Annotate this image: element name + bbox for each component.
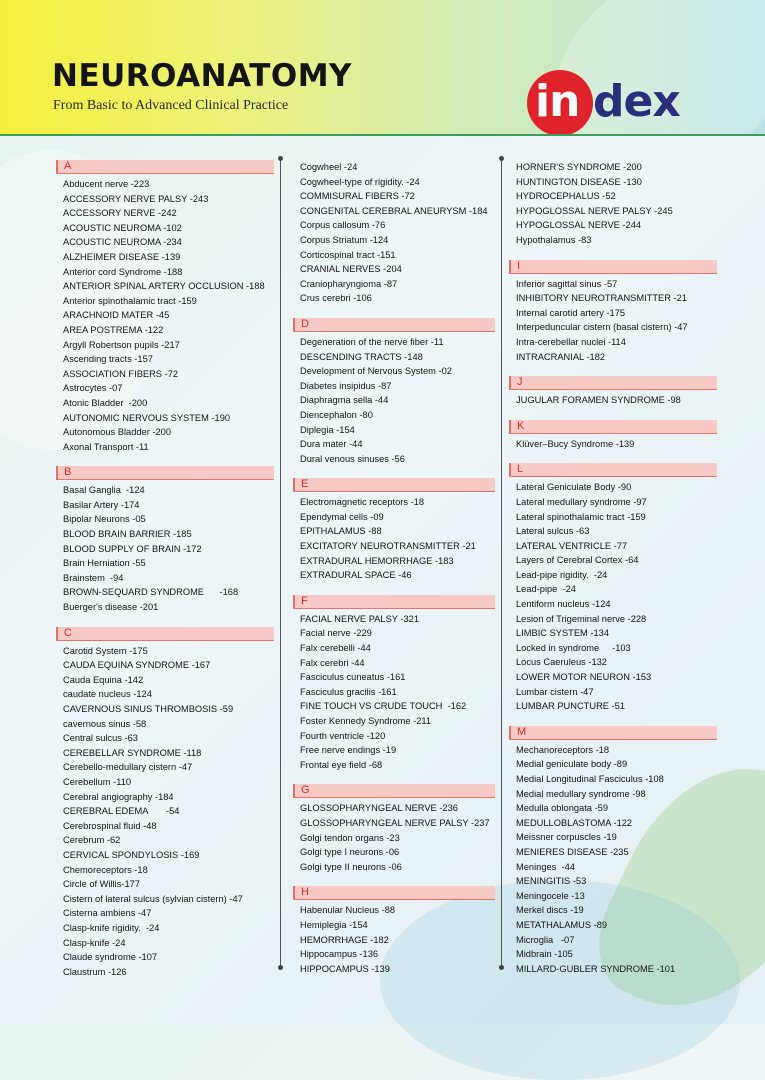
index-entry: EXTRADURAL SPACE -46 [300,570,412,581]
index-entry: Hemiplegia -154 [300,919,368,930]
index-entry: AUTONOMIC NERVOUS SYSTEM -190 [63,412,231,423]
index-section-l [509,463,717,714]
index-entry: METATHALAMUS -89 [516,919,608,930]
index-entry: INHIBITORY NEUROTRANSMITTER -21 [516,293,687,304]
index-entry: caudate nucleus -124 [63,689,152,700]
index-entry: Circle of Willis-177 [63,879,140,890]
index-entry: Free nerve endings -19 [300,745,397,756]
index-entry: Basal Ganglia -124 [63,485,145,496]
index-entry: Frontal eye field -68 [300,759,383,770]
section-letter-header: J [509,376,717,390]
index-entry: HIPPOCAMPUS -139 [300,963,390,974]
index-entry: Foster Kennedy Syndrome -211 [300,716,432,726]
index-entry: ASSOCIATION FIBERS -72 [63,368,179,379]
index-section-j [509,376,717,408]
index-entry: Dural venous sinuses -56 [300,453,405,464]
index-entry: BROWN-SEQUARD SYNDROME -168 [63,587,239,598]
index-entry: Fasciculus gracilis -161 [300,686,397,697]
index-section-f [293,595,495,773]
logo-text-dex: dex [593,76,680,127]
section-letter-header: L [509,463,717,477]
index-entry: Cauda Equina -142 [63,674,144,685]
index-entry: Autonomous Bladder -200 [63,427,172,438]
index-entry: Habenular Nucleus -88 [300,905,396,916]
index-entry: LIMBIC SYSTEM -134 [516,628,609,639]
index-entry: Merkel discs -19 [516,905,584,916]
index-entry: HYDROCEPHALUS -52 [516,191,616,202]
index-entry: Development of Nervous System -02 [300,366,452,377]
index-entry: Bipolar Neurons -05 [63,514,146,525]
index-section-b [56,466,274,614]
index-entry: Hypothalamus -83 [516,234,592,245]
index-entry: Abducent nerve -223 [63,179,150,189]
index-entry: Internal carotid artery -175 [516,307,626,318]
index-entry: Inferior sagittal sinus -57 [516,278,618,289]
index-entry: GLOSSOPHARYNGEAL NERVE PALSY -237 [300,817,490,828]
index-entry: Klüver–Bucy Syndrome -139 [516,438,635,449]
index-entry: Astrocytes -07 [63,383,123,394]
index-section-continued [509,160,717,248]
index-entry: Facial nerve -229 [300,628,372,639]
index-section-k [509,420,717,452]
index-entry: Brainstem -94 [63,572,124,583]
index-entry: Locked in syndrome -103 [516,642,631,653]
index-entry: CEREBELLAR SYNDROME -118 [63,747,202,758]
index-section-a [56,160,274,454]
header-rule [0,134,765,136]
index-entry: BLOOD BRAIN BARRIER -185 [63,529,192,540]
section-letter-header: A [56,160,274,174]
index-column-2 [293,160,495,988]
index-entry: HEMORRHAGE -182 [300,934,389,945]
index-entry: HYPOGLOSSAL NERVE -244 [516,220,642,231]
index-entry: Central sulcus -63 [63,733,138,744]
index-entry: Degeneration of the nerve fiber -11 [300,336,444,347]
index-entry: ACOUSTIC NEUROMA -234 [63,237,182,248]
index-entry: Meningocele -13 [516,890,585,901]
index-entry: CERVICAL SPONDYLOSIS -169 [63,849,200,860]
section-letter-header: E [293,478,495,492]
column-divider [501,158,502,968]
index-entry: MEDULLOBLASTOMA -122 [516,817,633,828]
index-entry: Falx cerebelli -44 [300,643,371,654]
index-entry: MILLARD-GUBLER SYNDROME -101 [516,963,676,974]
index-entry: GLOSSOPHARYNGEAL NERVE -236 [300,803,458,814]
index-column-1 [56,160,274,991]
section-letter-header: G [293,784,495,798]
index-entry: Cerebral angiography -184 [63,791,174,802]
index-entry: JUGULAR FORAMEN SYNDROME -98 [516,395,681,406]
logo-text-in: in [535,76,580,127]
index-entry: Meninges -44 [516,861,575,872]
index-section-m [509,726,717,977]
index-entry: Intra-cerebellar nuclei -114 [516,336,626,347]
index-entry: HYPOGLOSSAL NERVE PALSY -245 [516,205,673,216]
index-entry: Electromagnetic receptors -18 [300,497,425,508]
index-section-h [293,886,495,976]
index-entry: FACIAL NERVE PALSY -321 [300,613,420,624]
index-entry: AREA POSTREMA -122 [63,324,164,335]
index-entry: Anterior spinothalamic tract -159 [63,295,197,306]
index-entry: Atonic Bladder -200 [63,397,148,408]
section-letter-header: H [293,886,495,900]
index-entry: Cerebrospinal fluid -48 [63,820,157,831]
index-entry: Brain Herniation -55 [63,558,146,569]
index-entry: LOWER MOTOR NEURON -153 [516,672,652,683]
section-letter-header: I [509,260,717,274]
index-entry: Lumbar cistern -47 [516,686,594,697]
index-entry: Medial geniculate body -89 [516,759,628,770]
index-entry: ARACHNOID MATER -45 [63,310,170,321]
index-entry: Cisterna ambiens -47 [63,908,152,919]
index-entry: HORNER'S SYNDROME -200 [516,162,642,172]
index-entry: Layers of Cerebral Cortex -64 [516,555,639,566]
index-entry: ALZHEIMER DISEASE -139 [63,251,181,262]
index-entry: Chemoreceptors -18 [63,864,148,875]
index-entry: Golgi type I neurons -06 [300,847,400,858]
index-entry: Lead-pipe rigidity. -24 [516,569,608,580]
index-entry: Fourth ventricle -120 [300,730,386,741]
index-section-continued [293,160,495,306]
index-entry: Lateral spinothalamic tract -159 [516,511,646,522]
index-entry: Claude syndrome -107 [63,952,158,963]
header-banner [0,0,765,136]
index-entry: Claustrum -126 [63,966,127,977]
section-letter-header: C [56,627,274,641]
index-entry: Cerebello-medullary cistern -47 [63,762,193,773]
index-entry: Clasp-knife -24 [63,937,126,948]
index-entry: Lateral medullary syndrome -97 [516,496,647,507]
index-entry: Hippocampus -136 [300,949,379,960]
index-section-d [293,318,495,466]
index-entry: CEREBRAL EDEMA -54 [63,806,180,817]
index-entry: Crus cerebri -106 [300,293,372,304]
page-title: NEUROANATOMY [52,58,353,94]
index-entry: BLOOD SUPPLY OF BRAIN -172 [63,543,202,554]
index-section-g [293,784,495,874]
index-entry: DESCENDING TRACTS -148 [300,351,423,362]
index-entry: CONGENITAL CEREBRAL ANEURYSM -184 [300,205,488,216]
column-divider [280,158,281,968]
index-section-e [293,478,495,583]
index-entry: EXCITATORY NEUROTRANSMITTER -21 [300,541,476,552]
index-column-3 [509,160,717,988]
page-subtitle: From Basic to Advanced Clinical Practice [53,98,289,113]
index-entry: Locus Caeruleus -132 [516,657,607,668]
index-entry: Golgi tendon organs -23 [300,832,400,843]
index-entry: Corpus callosum -76 [300,220,386,231]
index-entry: ACCESSORY NERVE PALSY -243 [63,193,209,204]
section-letter-header: M [509,726,717,740]
index-entry: Medial Longitudinal Fasciculus -108 [516,774,664,784]
index-entry: Argyll Robertson pupils -217 [63,339,180,350]
index-entry: Corpus Striatum -124 [300,234,389,245]
index-entry: Golgi type II neurons -06 [300,861,402,872]
index-entry: Diencephalon -80 [300,409,373,420]
index-entry: Midbrain -105 [516,949,573,960]
index-entry: Ascending tracts -157 [63,354,153,365]
index-entry: Craniopharyngioma -87 [300,278,398,289]
section-letter-header: K [509,420,717,434]
index-entry: Diplegia -154 [300,424,355,435]
index-entry: Clasp-knife rigidity. -24 [63,922,160,933]
index-entry: Cogwheel-type of rigidity. -24 [300,176,420,187]
index-entry: Cerebellum -110 [63,776,132,787]
index-entry: Dura mater -44 [300,439,363,450]
index-entry: cavernous sinus -58 [63,718,147,729]
index-section-i [509,260,717,365]
index-entry: Cogwheel -24 [300,162,358,172]
index-entry: HUNTINGTON DISEASE -130 [516,176,642,187]
index-entry: Lentiform nucleus -124 [516,599,611,610]
index-entry: ACCESSORY NERVE -242 [63,208,177,219]
index-entry: EPITHALAMUS -88 [300,526,382,537]
index-entry: Mechanoreceptors -18 [516,744,610,755]
index-entry: Interpeduncular cistern (basal cistern) -47 [516,322,688,333]
index-entry: Cerebrum -62 [63,835,121,846]
index-entry: Microglia -07 [516,934,575,945]
index-entry: CRANIAL NERVES -204 [300,264,402,275]
index-entry: Fasciculus cuneatus -161 [300,672,406,683]
index-entry: Carotid System -175 [63,645,148,656]
section-letter-header: F [293,595,495,609]
index-entry: Lesion of Trigeminal nerve -228 [516,613,647,624]
index-entry: Basilar Artery -174 [63,499,140,510]
index-entry: MENIERES DISEASE -235 [516,846,629,857]
index-entry: CAUDA EQUINA SYNDROME -167 [63,660,211,671]
index-entry: Meissner corpuscles -19 [516,832,617,843]
index-entry: FINE TOUCH VS CRUDE TOUCH -162 [300,701,467,712]
index-entry: Buerger's disease -201 [63,602,159,613]
index-entry: EXTRADURAL HEMORRHAGE -183 [300,555,454,566]
index-entry: Ependymal cells -09 [300,511,384,522]
index-entry: COMMISURAL FIBERS -72 [300,191,415,202]
index-entry: LUMBAR PUNCTURE -51 [516,701,625,712]
index-entry: Lateral sulcus -63 [516,526,590,537]
index-entry: Axonal Transport -11 [63,441,149,452]
index-entry: Medulla oblongata -59 [516,803,609,814]
index-logo [527,70,727,136]
index-section-c [56,627,274,980]
index-entry: MENINGITIS -53 [516,876,587,887]
index-entry: Diabetes insipidus -87 [300,380,392,391]
index-entry: Diaphragma sella -44 [300,395,389,406]
section-letter-header: D [293,318,495,332]
index-entry: ANTERIOR SPINAL ARTERY OCCLUSION -188 [63,281,265,292]
index-entry: Medial medullary syndrome -98 [516,788,646,799]
index-entry: LATERAL VENTRICLE -77 [516,540,628,551]
index-entry: ACOUSTIC NEUROMA -102 [63,222,182,233]
index-entry: INTRACRANIAL -182 [516,351,606,362]
index-entry: Lateral Geniculate Body -90 [516,482,632,493]
index-entry: Lead-pipe -24 [516,584,576,595]
index-entry: Cistern of lateral sulcus (sylvian cistern) -47 [63,893,243,904]
index-entry: Falx cerebri -44 [300,657,365,668]
index-entry: CAVERNOUS SINUS THROMBOSIS -59 [63,704,234,714]
section-letter-header: B [56,466,274,480]
index-entry: Anterior cord Syndrome -188 [63,266,183,277]
index-entry: Corticospinal tract -151 [300,249,396,260]
